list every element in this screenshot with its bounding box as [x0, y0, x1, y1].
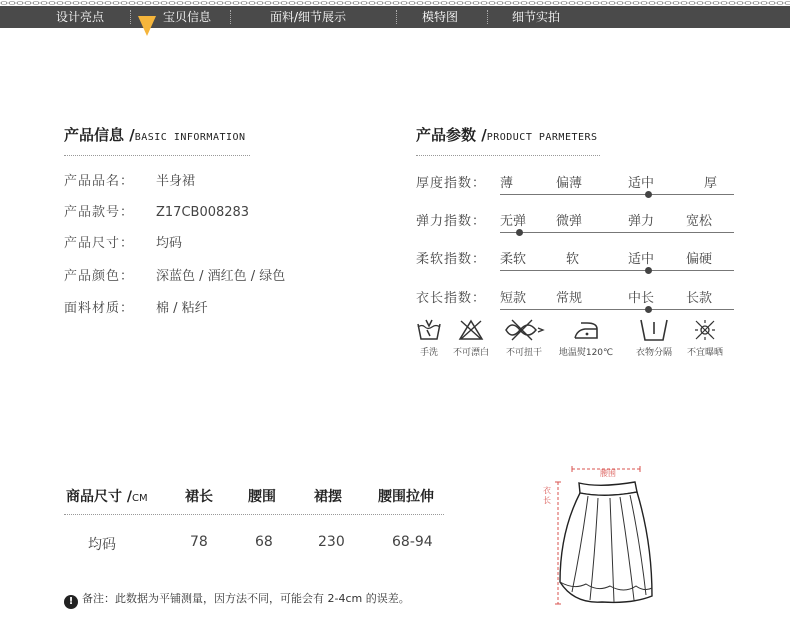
basic-info-title: 产品信息 /BASIC INFORMATION	[64, 126, 246, 144]
info-label: 产品尺寸：	[64, 236, 135, 251]
nav-item-fabric-details[interactable]: 面料/细节展示	[270, 10, 347, 24]
param-label: 衣长指数：	[416, 291, 487, 306]
param-scale-line	[500, 194, 734, 195]
info-row-name	[64, 170, 195, 189]
size-table-header-waist-stretch: 腰围拉伸	[378, 489, 434, 505]
size-table-header-length: 裙长	[185, 489, 213, 505]
care-low-iron	[556, 318, 616, 358]
active-tab-arrow-icon	[138, 16, 156, 36]
care-no-bleach	[441, 318, 501, 358]
nav-item-product-info[interactable]: 宝贝信息	[163, 10, 212, 24]
param-row	[416, 172, 726, 192]
param-option: 常规	[556, 291, 583, 306]
param-selected-dot-icon	[516, 229, 523, 236]
skirt-illustration-icon	[540, 462, 680, 612]
param-option: 中长	[628, 291, 655, 306]
info-label: 产品品名：	[64, 174, 135, 189]
param-scale-line	[500, 309, 734, 310]
param-selected-dot-icon	[645, 306, 652, 313]
basic-info-subtitle: BASIC INFORMATION	[134, 132, 246, 143]
info-value: 半身裙	[156, 174, 196, 189]
measurement-note	[64, 590, 410, 609]
param-option: 厚	[704, 176, 718, 191]
size-cell: 230	[318, 534, 345, 550]
care-no-wring	[494, 318, 554, 358]
info-row-colors	[64, 265, 285, 284]
size-table-divider	[64, 514, 444, 515]
parameters-title: 产品参数 /PRODUCT PARMETERS	[416, 126, 598, 144]
parameters-divider	[416, 155, 600, 156]
care-label: 地温熨120℃	[558, 348, 614, 358]
info-value: 深蓝色 / 酒红色 / 绿色	[156, 269, 286, 284]
info-label: 产品颜色：	[64, 269, 135, 284]
param-scale-line	[500, 232, 734, 233]
param-option: 长款	[686, 291, 713, 306]
nav-separator	[130, 10, 131, 24]
nav-separator	[396, 10, 397, 24]
param-option: 适中	[628, 176, 655, 191]
diagram-length-label: 衣长	[543, 486, 551, 505]
param-option: 宽松	[686, 214, 713, 229]
top-nav-bar	[0, 6, 790, 28]
parameters-subtitle: PRODUCT PARMETERS	[486, 132, 598, 143]
size-cell: 均码	[88, 537, 116, 553]
param-option: 偏薄	[556, 176, 583, 191]
param-selected-dot-icon	[645, 191, 652, 198]
param-label: 柔软指数：	[416, 252, 487, 267]
param-label: 弹力指数：	[416, 214, 487, 229]
care-label: 手洗	[419, 348, 438, 358]
param-selected-dot-icon	[645, 267, 652, 274]
nav-separator	[230, 10, 231, 24]
basic-info-divider	[64, 155, 250, 156]
diagram-waist-label: 腰围	[600, 469, 616, 478]
care-label: 衣物分隔	[635, 348, 672, 358]
no-bleach-icon	[457, 318, 485, 342]
skirt-diagram	[540, 462, 680, 612]
size-table-header-hem: 裙摆	[314, 489, 342, 505]
info-value: 均码	[156, 236, 183, 251]
param-row	[416, 248, 726, 268]
size-cell: 68-94	[392, 534, 433, 550]
size-table-header-size: 商品尺寸 /CM	[66, 489, 148, 505]
param-option: 无弹	[500, 214, 527, 229]
size-unit: CM	[132, 493, 148, 504]
param-option: 弹力	[628, 214, 655, 229]
care-no-sun-dry	[675, 318, 735, 358]
note-text: 备注：此数据为平铺测量，因方法不同，可能会有 2-4cm 的误差。	[82, 592, 410, 605]
info-value: Z17CB008283	[156, 205, 250, 220]
info-row-size	[64, 232, 182, 251]
care-label: 不可漂白	[452, 348, 489, 358]
info-row-style-no	[64, 201, 249, 220]
param-row	[416, 287, 726, 307]
no-wring-icon	[502, 318, 546, 342]
param-label: 厚度指数：	[416, 176, 487, 191]
info-row-material	[64, 297, 208, 316]
param-option: 适中	[628, 252, 655, 267]
hand-wash-icon	[415, 318, 443, 342]
no-sun-dry-icon	[691, 318, 719, 342]
param-option: 薄	[500, 176, 514, 191]
nav-item-detail-photos[interactable]: 细节实拍	[512, 10, 561, 24]
care-label: 不宜曝晒	[686, 348, 723, 358]
size-cell: 68	[255, 534, 273, 550]
nav-item-design-highlights[interactable]: 设计亮点	[56, 10, 105, 24]
separate-wash-icon	[637, 318, 671, 342]
param-option: 微弹	[556, 214, 583, 229]
info-label: 产品款号：	[64, 205, 135, 220]
param-scale-line	[500, 270, 734, 271]
size-cell: 78	[190, 534, 208, 550]
care-label: 不可扭干	[505, 348, 542, 358]
param-option: 柔软	[500, 252, 527, 267]
param-option: 偏硬	[686, 252, 713, 267]
nav-separator	[487, 10, 488, 24]
param-row	[416, 210, 726, 230]
info-value: 棉 / 粘纤	[156, 301, 208, 316]
info-label: 面料材质：	[64, 301, 135, 316]
low-iron-icon	[569, 318, 603, 342]
size-table-header-waist: 腰围	[248, 489, 276, 505]
param-option: 软	[566, 252, 580, 267]
param-option: 短款	[500, 291, 527, 306]
warning-icon: !	[64, 595, 78, 609]
nav-item-model-photos[interactable]: 模特图	[422, 10, 459, 24]
